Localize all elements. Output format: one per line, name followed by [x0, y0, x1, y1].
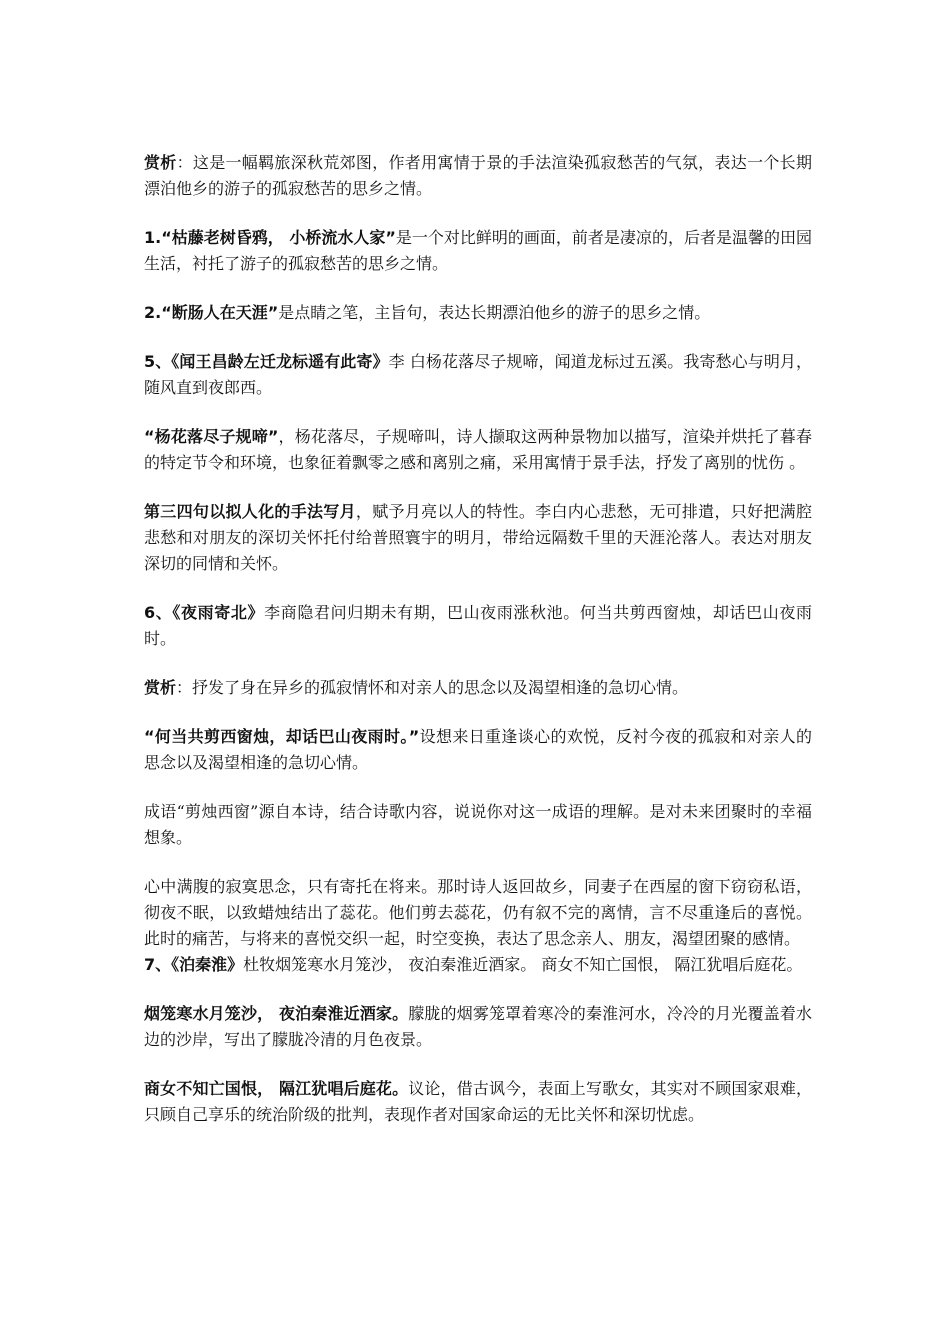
- paragraph-point-1: [144, 225, 812, 277]
- paragraph-text: 杜牧烟笼寒水月笼沙， 夜泊秦淮近酒家。 商女不知亡国恨， 隔江犹唱后庭花。: [243, 955, 803, 974]
- paragraph-text: ，赋予月亮以人的特性。李白内心悲愁，无可排遣，只好把满腔悲愁和对朋友的深切关怀托付给普照寰宇的明月，带给远隔数千里的天涯沦落人。表达对朋友深切的同情和关怀。: [144, 502, 812, 573]
- paragraph-text: 朦胧的烟雾笼罩着寒冷的秦淮河水，冷冷的月光覆盖着水边的沙岸，写出了朦胧冷清的月色夜景。: [144, 1004, 812, 1049]
- paragraph-lead: 商女不知亡国恨， 隔江犹唱后庭花。: [144, 1079, 409, 1098]
- paragraph-poem-6-analysis: [144, 724, 812, 776]
- paragraph-lead: 6、《夜雨寄北》: [144, 603, 265, 622]
- paragraph-lead: 烟笼寒水月笼沙， 夜泊秦淮近酒家。: [144, 1004, 409, 1023]
- paragraph-text: 李商隐君问归期未有期，巴山夜雨涨秋池。何当共剪西窗烛，却话巴山夜雨时。: [144, 603, 812, 648]
- paragraph-text: 心中满腹的寂寞思念，只有寄托在将来。那时诗人返回故乡，同妻子在西屋的窗下窃窃私语，彻夜不眠，以致蜡烛结出了蕊花。他们剪去蕊花，仍有叙不完的离情，言不尽重逢后的喜悦。此时的痛苦，与将来的喜悦交织一起，时空变换，表达了思念亲人、朋友，渴望团聚的感情。: [144, 877, 812, 948]
- paragraph-lead: 赏析: [144, 153, 177, 172]
- paragraph-text: 是一个对比鲜明的画面，前者是凄凉的，后者是温馨的田园生活，衬托了游子的孤寂愁苦的思乡之情。: [144, 228, 812, 273]
- paragraph-lead: 1.“枯藤老树昏鸦， 小桥流水人家”: [144, 228, 396, 247]
- paragraph-point-2: [144, 300, 812, 326]
- paragraph-text: 设想来日重逢谈心的欢悦，反衬今夜的孤寂和对亲人的思念以及渴望相逢的急切心情。: [144, 727, 812, 772]
- paragraph-text: 议论，借古讽今，表面上写歌女，其实对不顾国家艰难，只顾自己享乐的统治阶级的批判，表现作者对国家命运的无比关怀和深切忧虑。: [144, 1079, 812, 1124]
- paragraph-poem-7-analysis-2: [144, 1076, 812, 1128]
- paragraph-text: ，杨花落尽，子规啼叫，诗人撷取这两种景物加以描写，渲染并烘托了暮春的特定节令和环境，也象征着飘零之感和离别之痛，采用寓情于景手法，抒发了离别的忧伤 。: [144, 427, 812, 472]
- paragraph-text: ：这是一幅羁旅深秋荒郊图，作者用寓情于景的手法渲染孤寂愁苦的气氛，表达一个长期漂泊他乡的游子的孤寂愁苦的思乡之情。: [144, 153, 812, 198]
- paragraph-lead: 7、《泊秦淮》: [144, 955, 244, 974]
- paragraph-lead: 5、《闻王昌龄左迁龙标遥有此寄》: [144, 352, 389, 371]
- paragraph-poem-5: [144, 349, 812, 401]
- paragraph-idiom-answer: [144, 874, 812, 952]
- paragraph-lead: 赏析: [144, 678, 177, 697]
- paragraph-text: 是点睛之笔，主旨句，表达长期漂泊他乡的游子的思乡之情。: [278, 303, 711, 322]
- paragraph-poem-6: [144, 600, 812, 652]
- paragraph-poem-7: [144, 952, 812, 978]
- paragraph-lead: “杨花落尽子规啼”: [144, 427, 279, 446]
- paragraph-appreciation-2: [144, 675, 812, 701]
- paragraph-lead: 2.“断肠人在天涯”: [144, 303, 279, 322]
- paragraph-text: ：抒发了身在异乡的孤寂情怀和对亲人的思念以及渴望相逢的急切心情。: [176, 678, 689, 697]
- paragraph-poem-7-analysis-1: [144, 1001, 812, 1053]
- paragraph-poem-5-analysis-1: [144, 424, 812, 476]
- paragraph-text: 成语“剪烛西窗”源自本诗，结合诗歌内容，说说你对这一成语的理解。是对未来团聚时的幸福想象。: [144, 802, 812, 847]
- paragraph-poem-5-analysis-2: [144, 499, 812, 577]
- paragraph-idiom-question: [144, 799, 812, 851]
- paragraph-lead: “何当共剪西窗烛，却话巴山夜雨时。”: [144, 727, 420, 746]
- paragraph-lead: 第三四句以拟人化的手法写月: [144, 502, 356, 521]
- paragraph-text: 李 白杨花落尽子规啼，闻道龙标过五溪。我寄愁心与明月，随风直到夜郎西。: [144, 352, 812, 397]
- paragraph-appreciation-1: [144, 150, 812, 202]
